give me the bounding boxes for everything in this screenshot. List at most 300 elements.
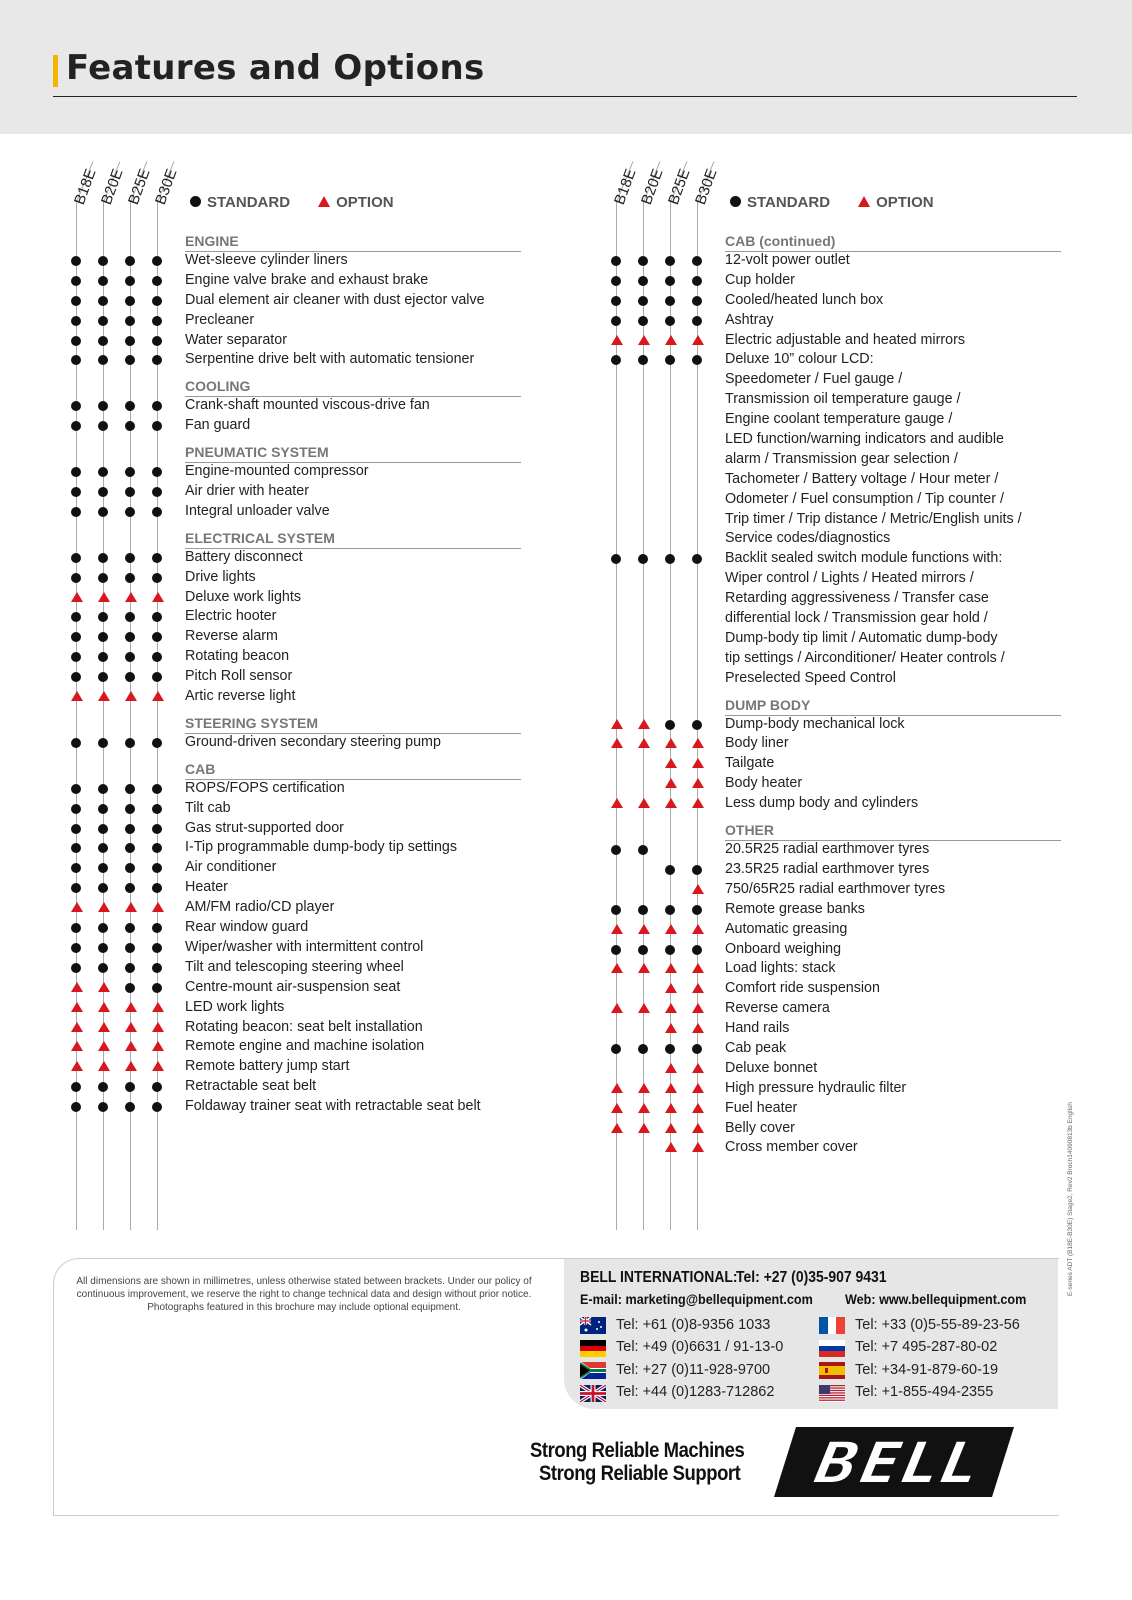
company-name: BELL INTERNATIONAL: xyxy=(580,1269,738,1286)
standard-dot-icon xyxy=(665,296,675,306)
feature-row xyxy=(60,818,540,838)
feature-label: Integral unloader valve xyxy=(185,502,330,519)
feature-row xyxy=(600,429,1080,449)
model-header: B30E xyxy=(692,166,721,207)
feature-label: 20.5R25 radial earthmover tyres xyxy=(725,841,930,858)
feature-row xyxy=(60,250,540,270)
feature-label: 750/65R25 radial earthmover tyres xyxy=(725,880,946,897)
option-triangle-icon xyxy=(152,1022,164,1032)
section-title: STEERING SYSTEM xyxy=(185,714,319,731)
standard-dot-icon xyxy=(98,573,108,583)
standard-dot-icon xyxy=(98,843,108,853)
feature-row xyxy=(600,793,1080,813)
option-triangle-icon xyxy=(665,1023,677,1033)
feature-list xyxy=(600,230,1080,1157)
standard-dot-icon xyxy=(71,672,81,682)
south-africa-flag xyxy=(580,1362,606,1379)
feature-row xyxy=(60,977,540,997)
option-triangle-icon xyxy=(611,1123,623,1133)
feature-label: Gas strut-supported door xyxy=(185,819,344,836)
feature-label: Electric hooter xyxy=(185,608,277,625)
feature-label: Body liner xyxy=(725,735,789,752)
feature-label: Dump-body mechanical lock xyxy=(725,715,905,732)
standard-dot-icon xyxy=(71,843,81,853)
standard-dot-icon xyxy=(152,863,162,873)
feature-label: Comfort ride suspension xyxy=(725,980,880,997)
bell-logo xyxy=(772,1425,1016,1499)
feature-row xyxy=(60,778,540,798)
feature-row xyxy=(600,389,1080,409)
standard-dot-icon xyxy=(730,196,741,207)
legend-option: OPTION xyxy=(876,194,934,211)
option-triangle-icon xyxy=(638,963,650,973)
standard-dot-icon xyxy=(71,632,81,642)
option-triangle-icon xyxy=(98,1061,110,1071)
feature-row xyxy=(600,330,1080,350)
standard-dot-icon xyxy=(125,421,135,431)
standard-dot-icon xyxy=(98,963,108,973)
standard-dot-icon xyxy=(98,612,108,622)
standard-dot-icon xyxy=(98,316,108,326)
option-triangle-icon xyxy=(665,738,677,748)
section-title: COOLING xyxy=(185,378,251,395)
feature-row xyxy=(60,270,540,290)
feature-row xyxy=(60,395,540,415)
section-title: ELECTRICAL SYSTEM xyxy=(185,529,335,546)
standard-dot-icon xyxy=(125,1082,135,1092)
standard-dot-icon xyxy=(71,421,81,431)
option-triangle-icon xyxy=(125,1002,137,1012)
section-header xyxy=(60,712,540,732)
standard-dot-icon xyxy=(98,863,108,873)
feature-list xyxy=(60,230,540,1116)
standard-dot-icon xyxy=(125,883,135,893)
standard-dot-icon xyxy=(98,336,108,346)
feature-label: Ground-driven secondary steering pump xyxy=(185,733,441,750)
feature-row xyxy=(600,1018,1080,1038)
standard-dot-icon xyxy=(125,983,135,993)
feature-row xyxy=(600,1058,1080,1078)
option-triangle-icon xyxy=(71,982,83,992)
option-triangle-icon xyxy=(665,1003,677,1013)
feature-label: Fuel heater xyxy=(725,1099,798,1116)
feature-label: Crank-shaft mounted viscous-drive fan xyxy=(185,397,430,414)
contact-phone[interactable]: Tel: +7 495-287-80-02 xyxy=(855,1339,998,1355)
standard-dot-icon xyxy=(98,296,108,306)
standard-dot-icon xyxy=(98,487,108,497)
standard-dot-icon xyxy=(665,256,675,266)
option-triangle-icon xyxy=(125,592,137,602)
feature-label: Hand rails xyxy=(725,1020,790,1037)
feature-row xyxy=(60,1017,540,1037)
feature-label: Service codes/diagnostics xyxy=(725,530,891,547)
feature-row xyxy=(600,879,1080,899)
feature-label: differential lock / Transmission gear hold / xyxy=(725,610,988,627)
option-triangle-icon xyxy=(692,983,704,993)
feature-label: High pressure hydraulic filter xyxy=(725,1079,907,1096)
standard-dot-icon xyxy=(71,467,81,477)
standard-dot-icon xyxy=(152,612,162,622)
feature-label: Trip timer / Trip distance / Metric/English units / xyxy=(725,510,1022,527)
standard-dot-icon xyxy=(152,296,162,306)
standard-dot-icon xyxy=(692,865,702,875)
standard-dot-icon xyxy=(98,256,108,266)
standard-dot-icon xyxy=(611,296,621,306)
feature-label: Foldaway trainer seat with retractable seat belt xyxy=(185,1098,481,1115)
feature-row xyxy=(600,369,1080,389)
option-triangle-icon xyxy=(638,719,650,729)
feature-label: Remote engine and machine isolation xyxy=(185,1038,425,1055)
option-triangle-icon xyxy=(98,1041,110,1051)
feature-row xyxy=(600,998,1080,1018)
option-triangle-icon xyxy=(152,1061,164,1071)
standard-dot-icon xyxy=(71,943,81,953)
standard-dot-icon xyxy=(125,672,135,682)
option-triangle-icon xyxy=(71,902,83,912)
footer xyxy=(53,1258,1059,1516)
contact-phone[interactable]: Tel: +1-855-494-2355 xyxy=(855,1384,994,1400)
standard-dot-icon xyxy=(71,573,81,583)
option-triangle-icon xyxy=(98,1022,110,1032)
standard-dot-icon xyxy=(665,865,675,875)
feature-row xyxy=(600,270,1080,290)
feature-label: Rotating beacon xyxy=(185,648,290,665)
contact-phone[interactable]: Tel: +34-91-879-60-19 xyxy=(855,1361,999,1378)
feature-label: Transmission oil temperature gauge / xyxy=(725,391,961,408)
standard-dot-icon xyxy=(71,1082,81,1092)
feature-row xyxy=(600,548,1080,568)
uk-flag xyxy=(580,1385,606,1402)
standard-dot-icon xyxy=(692,316,702,326)
accent-bar xyxy=(53,55,58,87)
option-triangle-icon xyxy=(692,335,704,345)
standard-dot-icon xyxy=(98,632,108,642)
section-header xyxy=(600,230,1080,250)
feature-label: Body heater xyxy=(725,775,803,792)
standard-dot-icon xyxy=(71,336,81,346)
standard-dot-icon xyxy=(125,296,135,306)
option-triangle-icon xyxy=(858,196,870,207)
option-triangle-icon xyxy=(318,196,330,207)
standard-dot-icon xyxy=(665,316,675,326)
model-header: B20E xyxy=(638,166,667,207)
standard-dot-icon xyxy=(638,296,648,306)
feature-row xyxy=(600,449,1080,469)
standard-dot-icon xyxy=(98,401,108,411)
contact-phone[interactable]: Tel: +61 (0)8-9356 1033 xyxy=(616,1316,771,1333)
option-triangle-icon xyxy=(98,1002,110,1012)
standard-dot-icon xyxy=(125,401,135,411)
feature-label: Speedometer / Fuel gauge / xyxy=(725,371,903,388)
feature-label: Wiper/washer with intermittent control xyxy=(185,938,424,955)
standard-dot-icon xyxy=(611,276,621,286)
standard-dot-icon xyxy=(71,276,81,286)
standard-dot-icon xyxy=(692,554,702,564)
option-triangle-icon xyxy=(692,1083,704,1093)
feature-row xyxy=(600,409,1080,429)
feature-row xyxy=(60,997,540,1017)
section-header xyxy=(600,819,1080,839)
option-triangle-icon xyxy=(665,1142,677,1152)
standard-dot-icon xyxy=(98,1102,108,1112)
standard-dot-icon xyxy=(71,883,81,893)
company-tel: Tel: +27 (0)35-907 9431 xyxy=(736,1269,887,1286)
standard-dot-icon xyxy=(71,256,81,266)
feature-label: Preselected Speed Control xyxy=(725,669,896,686)
standard-dot-icon xyxy=(71,784,81,794)
feature-row xyxy=(60,310,540,330)
standard-dot-icon xyxy=(71,652,81,662)
feature-row xyxy=(600,714,1080,734)
feature-label: I-Tip programmable dump-body tip settings xyxy=(185,839,458,856)
standard-dot-icon xyxy=(152,843,162,853)
svg-text:BELL: BELL xyxy=(807,1429,988,1497)
option-triangle-icon xyxy=(125,902,137,912)
feature-label: Reverse camera xyxy=(725,1000,830,1017)
option-triangle-icon xyxy=(692,758,704,768)
feature-row xyxy=(600,349,1080,369)
option-triangle-icon xyxy=(611,1003,623,1013)
option-triangle-icon xyxy=(692,778,704,788)
option-triangle-icon xyxy=(125,1022,137,1032)
feature-label: Cross member cover xyxy=(725,1139,858,1156)
option-triangle-icon xyxy=(692,798,704,808)
feature-label: Serpentine drive belt with automatic tensioner xyxy=(185,351,475,368)
standard-dot-icon xyxy=(98,804,108,814)
standard-dot-icon xyxy=(152,672,162,682)
standard-dot-icon xyxy=(638,256,648,266)
standard-dot-icon xyxy=(692,355,702,365)
standard-dot-icon xyxy=(611,845,621,855)
option-triangle-icon xyxy=(665,1123,677,1133)
feature-label: Backlit sealed switch module functions with: xyxy=(725,550,1003,567)
standard-dot-icon xyxy=(71,824,81,834)
option-triangle-icon xyxy=(98,902,110,912)
option-triangle-icon xyxy=(638,924,650,934)
standard-dot-icon xyxy=(152,421,162,431)
standard-dot-icon xyxy=(638,355,648,365)
section-title: DUMP BODY xyxy=(725,696,811,713)
standard-dot-icon xyxy=(152,1082,162,1092)
standard-dot-icon xyxy=(638,1044,648,1054)
standard-dot-icon xyxy=(98,784,108,794)
standard-dot-icon xyxy=(665,720,675,730)
standard-dot-icon xyxy=(692,720,702,730)
standard-dot-icon xyxy=(152,336,162,346)
option-triangle-icon xyxy=(611,1103,623,1113)
standard-dot-icon xyxy=(152,983,162,993)
contact-phone[interactable]: Tel: +44 (0)1283-712862 xyxy=(616,1384,775,1400)
standard-dot-icon xyxy=(152,632,162,642)
standard-dot-icon xyxy=(125,963,135,973)
legend xyxy=(730,194,934,211)
model-header: B25E xyxy=(125,166,154,207)
feature-row xyxy=(60,1036,540,1056)
feature-label: Onboard weighing xyxy=(725,940,842,957)
feature-label: LED function/warning indicators and audible xyxy=(725,431,1004,448)
option-triangle-icon xyxy=(611,924,623,934)
option-triangle-icon xyxy=(611,1083,623,1093)
standard-dot-icon xyxy=(98,507,108,517)
standard-dot-icon xyxy=(71,296,81,306)
section-title: ENGINE xyxy=(185,233,239,249)
feature-row xyxy=(600,509,1080,529)
standard-dot-icon xyxy=(125,553,135,563)
standard-dot-icon xyxy=(71,487,81,497)
standard-dot-icon xyxy=(152,804,162,814)
standard-dot-icon xyxy=(692,945,702,955)
feature-label: Ashtray xyxy=(725,311,774,328)
standard-dot-icon xyxy=(125,316,135,326)
standard-dot-icon xyxy=(692,296,702,306)
standard-dot-icon xyxy=(152,963,162,973)
legend xyxy=(190,194,394,211)
feature-row xyxy=(600,1038,1080,1058)
feature-label: Dump-body tip limit / Automatic dump-body xyxy=(725,629,998,646)
feature-label: Deluxe work lights xyxy=(185,588,302,605)
feature-row xyxy=(60,415,540,435)
standard-dot-icon xyxy=(611,316,621,326)
section-title: PNEUMATIC SYSTEM xyxy=(185,444,329,461)
slogan-line-2: Strong Reliable Support xyxy=(539,1462,741,1485)
option-triangle-icon xyxy=(611,719,623,729)
germany-flag xyxy=(580,1340,606,1357)
standard-dot-icon xyxy=(152,923,162,933)
standard-dot-icon xyxy=(125,804,135,814)
contact-phone[interactable]: Tel: +27 (0)11-928-9700 xyxy=(616,1361,771,1378)
feature-row xyxy=(60,877,540,897)
standard-dot-icon xyxy=(125,1102,135,1112)
feature-row xyxy=(60,481,540,501)
standard-dot-icon xyxy=(665,905,675,915)
standard-dot-icon xyxy=(638,845,648,855)
header-rule xyxy=(53,96,1077,97)
standard-dot-icon xyxy=(611,905,621,915)
legend-standard: STANDARD xyxy=(207,194,291,211)
standard-dot-icon xyxy=(71,863,81,873)
option-triangle-icon xyxy=(692,884,704,894)
standard-dot-icon xyxy=(152,467,162,477)
feature-label: Cooled/heated lunch box xyxy=(725,291,884,308)
feature-row xyxy=(600,568,1080,588)
email-link[interactable]: E-mail: marketing@bellequipment.com xyxy=(580,1291,813,1307)
standard-dot-icon xyxy=(125,256,135,266)
standard-dot-icon xyxy=(611,945,621,955)
feature-label: Tachometer / Battery voltage / Hour meter / xyxy=(725,470,999,487)
document-code: E-series ADT (B18E-B30E) Stage2, Rev2 Broch14090813b English xyxy=(1067,1102,1074,1296)
option-triangle-icon xyxy=(692,738,704,748)
france-flag xyxy=(819,1317,845,1334)
feature-label: Engine-mounted compressor xyxy=(185,463,369,480)
standard-dot-icon xyxy=(125,612,135,622)
feature-row xyxy=(600,958,1080,978)
option-triangle-icon xyxy=(71,1041,83,1051)
standard-dot-icon xyxy=(71,1102,81,1112)
model-header: B18E xyxy=(611,166,640,207)
standard-dot-icon xyxy=(152,784,162,794)
option-triangle-icon xyxy=(665,778,677,788)
feature-row xyxy=(600,1118,1080,1138)
standard-dot-icon xyxy=(98,467,108,477)
standard-dot-icon xyxy=(125,487,135,497)
feature-row xyxy=(60,917,540,937)
spain-flag xyxy=(819,1362,845,1379)
model-header: B20E xyxy=(98,166,127,207)
feature-label: Precleaner xyxy=(185,311,255,328)
option-triangle-icon xyxy=(152,691,164,701)
standard-dot-icon xyxy=(71,401,81,411)
feature-label: Deluxe bonnet xyxy=(725,1059,818,1076)
option-triangle-icon xyxy=(98,691,110,701)
standard-dot-icon xyxy=(71,316,81,326)
feature-row xyxy=(600,608,1080,628)
feature-label: Load lights: stack xyxy=(725,960,836,977)
standard-dot-icon xyxy=(665,276,675,286)
feature-row xyxy=(60,626,540,646)
feature-label: Drive lights xyxy=(185,568,256,585)
option-triangle-icon xyxy=(125,1061,137,1071)
standard-dot-icon xyxy=(665,1044,675,1054)
feature-row xyxy=(60,937,540,957)
page-header xyxy=(0,0,1132,134)
web-link[interactable]: Web: www.bellequipment.com xyxy=(845,1291,1027,1307)
feature-row xyxy=(60,686,540,706)
feature-row xyxy=(60,461,540,481)
feature-row xyxy=(60,897,540,917)
option-triangle-icon xyxy=(638,1123,650,1133)
legend-standard: STANDARD xyxy=(747,194,831,211)
standard-dot-icon xyxy=(98,923,108,933)
option-triangle-icon xyxy=(692,963,704,973)
feature-row xyxy=(600,1078,1080,1098)
option-triangle-icon xyxy=(98,982,110,992)
feature-row xyxy=(60,330,540,350)
standard-dot-icon xyxy=(638,276,648,286)
disclaimer: All dimensions are shown in millimetres, unless otherwise stated between brackets. Under our policy of continuous improvement, we reserve the right to change technical data and design without prior notice. Photographs featured in this brochure may include optional equipment. xyxy=(76,1276,532,1313)
option-triangle-icon xyxy=(71,592,83,602)
page-title: Features and Options xyxy=(66,48,485,88)
feature-row xyxy=(600,628,1080,648)
standard-dot-icon xyxy=(98,421,108,431)
feature-label: Tilt and telescoping steering wheel xyxy=(185,958,404,975)
option-triangle-icon xyxy=(665,798,677,808)
feature-row xyxy=(600,1098,1080,1118)
feature-row xyxy=(60,1096,540,1116)
left-feature-column xyxy=(60,150,540,1230)
standard-dot-icon xyxy=(152,553,162,563)
standard-dot-icon xyxy=(665,945,675,955)
feature-row xyxy=(600,290,1080,310)
standard-dot-icon xyxy=(638,905,648,915)
feature-label: AM/FM radio/CD player xyxy=(185,899,335,916)
option-triangle-icon xyxy=(638,1003,650,1013)
section-header xyxy=(60,375,540,395)
option-triangle-icon xyxy=(638,335,650,345)
contact-phone[interactable]: Tel: +33 (0)5-55-89-23-56 xyxy=(855,1316,1020,1333)
feature-row xyxy=(60,1056,540,1076)
section-header xyxy=(60,758,540,778)
feature-row xyxy=(600,753,1080,773)
contact-phone[interactable]: Tel: +49 (0)6631 / 91-13-0 xyxy=(616,1339,784,1355)
usa-flag xyxy=(819,1385,845,1402)
option-triangle-icon xyxy=(152,1041,164,1051)
option-triangle-icon xyxy=(665,924,677,934)
feature-label: Remote battery jump start xyxy=(185,1058,350,1075)
feature-label: Air conditioner xyxy=(185,859,277,876)
feature-label: Remote grease banks xyxy=(725,900,865,917)
option-triangle-icon xyxy=(611,798,623,808)
feature-row xyxy=(600,773,1080,793)
